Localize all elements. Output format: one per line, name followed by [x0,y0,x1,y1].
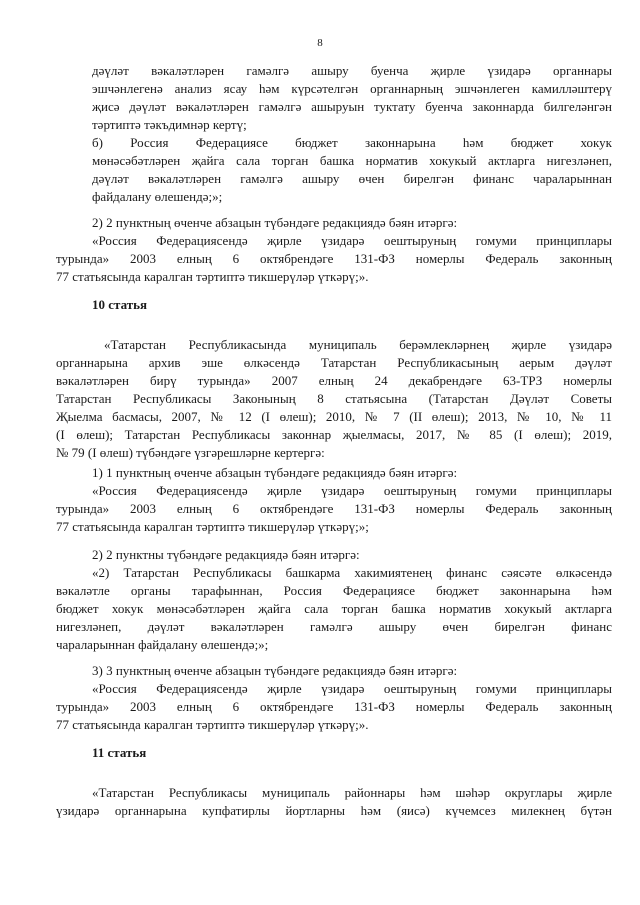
text-line: 77 статьясында каралган тәртиптә тикшерүләр үткәрү;». [56,717,369,732]
paragraph-item-1 [56,464,612,536]
text-line: 2) 2 пунктның өченче абзацын түбәндәге редакциядә бәян итәргә: [92,215,458,230]
text-line: дәүләт вәкаләтләрен гамәлгә ашыру буенча җирле үзидарә органнары [92,63,612,78]
paragraph-article-10 [56,336,612,462]
text-line: нигезләнеп, дәүләт вәкаләтләрен гамәлгә ашыру өчен бирелгән финанс [56,619,612,634]
text-line: 1) 1 пунктның өченче абзацын түбәндәге редакциядә бәян итәргә: [92,465,458,480]
article-10-heading: 10 статья [92,297,148,312]
paragraph-article-11 [56,784,612,820]
text-line: эшчәнлегенә анализ ясау һәм күрсәтелгән органнарның эшчәнлеген камилләштерү [92,81,612,96]
article-11-heading: 11 статья [92,745,147,760]
text-line: Җыелма басмасы, 2007, № 12 (I өлеш); 2010, № 7 (II өлеш); 2013, № 10, № 11 [56,409,612,424]
text-line: «Татарстан Республикасы муниципаль районнары һәм шәһәр округлары җирле [92,785,612,800]
text-line: 3) 3 пунктның өченче абзацын түбәндәге редакциядә бәян итәргә: [92,663,458,678]
text-line: турында» 2003 елның 6 октябрендәге 131-ФЗ номерлы Федераль законның [56,251,612,266]
text-line: мөнәсәбәтләрен җайга сала торган башка норматив хокукый актларга нигезләнеп, [92,153,612,168]
text-line: турында» 2003 елның 6 октябрендәге 131-ФЗ номерлы Федераль законның [56,699,612,714]
text-line: 2) 2 пунктны түбәндәге редакциядә бәян итәргә: [92,547,360,562]
text-line: органнарына архив эше өлкәсендә Татарстан Республикасының аерым дәүләт [56,355,612,370]
paragraph-b [92,134,612,206]
text-line: «Россия Федерациясендә җирле үзидарә оештыруның гомуми принциплары [92,233,612,248]
text-line: Татарстан Республикасы Законының 8 статьясына (Татарстан Дәүләт Советы [56,391,612,406]
text-line: (I өлеш); Татарстан Республикасы законнар җыелмасы, 2017, № 85 (I өлеш); 2019, [56,427,612,442]
text-line: бюджет хокук мөнәсәбәтләрен җайга сала торган башка норматив хокукый актларга [56,601,612,616]
text-line: чараларыннан файдалану өлешендә;»; [56,637,269,652]
paragraph-item-2 [56,214,612,286]
text-line: файдалану өлешендә;»; [92,189,223,204]
text-line: № 79 (I өлеш) түбәндәге үзгәрешләрне кертергә: [56,445,325,460]
text-line: «Россия Федерациясендә җирле үзидарә оештыруның гомуми принциплары [92,681,612,696]
paragraph-continuation [92,62,612,134]
text-line: турында» 2003 елның 6 октябрендәге 131-ФЗ номерлы Федераль законның [56,501,612,516]
page-number: 8 [317,37,323,49]
text-line: «2) Татарстан Республикасы башкарма хакимиятенең финанс сәясәте өлкәсендә [92,565,612,580]
text-line: җисә дәүләт вәкаләтләрен гамәлгә ашыруын туктату буенча законнарда билгеләнгән [92,99,612,114]
paragraph-item-2-finance [56,546,612,654]
text-line: тәртиптә тәкъдимнәр кертү; [92,117,247,132]
text-line: б) Россия Федерациясе бюджет законнарына һәм бюджет хокук [92,135,612,150]
text-line: дәүләт вәкаләтләрен гамәлгә ашыру өчен бирелгән финанс чараларыннан [92,171,612,186]
text-line: «Татарстан Республикасында муниципаль берәмлекләрнең җирле үзидарә [104,337,612,352]
text-line: «Россия Федерациясендә җирле үзидарә оештыруның гомуми принциплары [92,483,612,498]
text-line: үзидарә органнарына купфатирлы йортларны һәм (яисә) күчемсез милекнең бүтән [56,803,612,818]
text-line: вәкаләтле органы тарафыннан, Россия Федерациясе бюджет законнарына һәм [56,583,612,598]
paragraph-item-3 [56,662,612,734]
text-line: 77 статьясында каралган тәртиптә тикшерүләр үткәрү;». [56,269,369,284]
text-line: 77 статьясында каралган тәртиптә тикшерүләр үткәрү;»; [56,519,369,534]
text-line: вәкаләтләрен бирү турында» 2007 елның 24 декабрендәге 63-ТРЗ номерлы [56,373,612,388]
